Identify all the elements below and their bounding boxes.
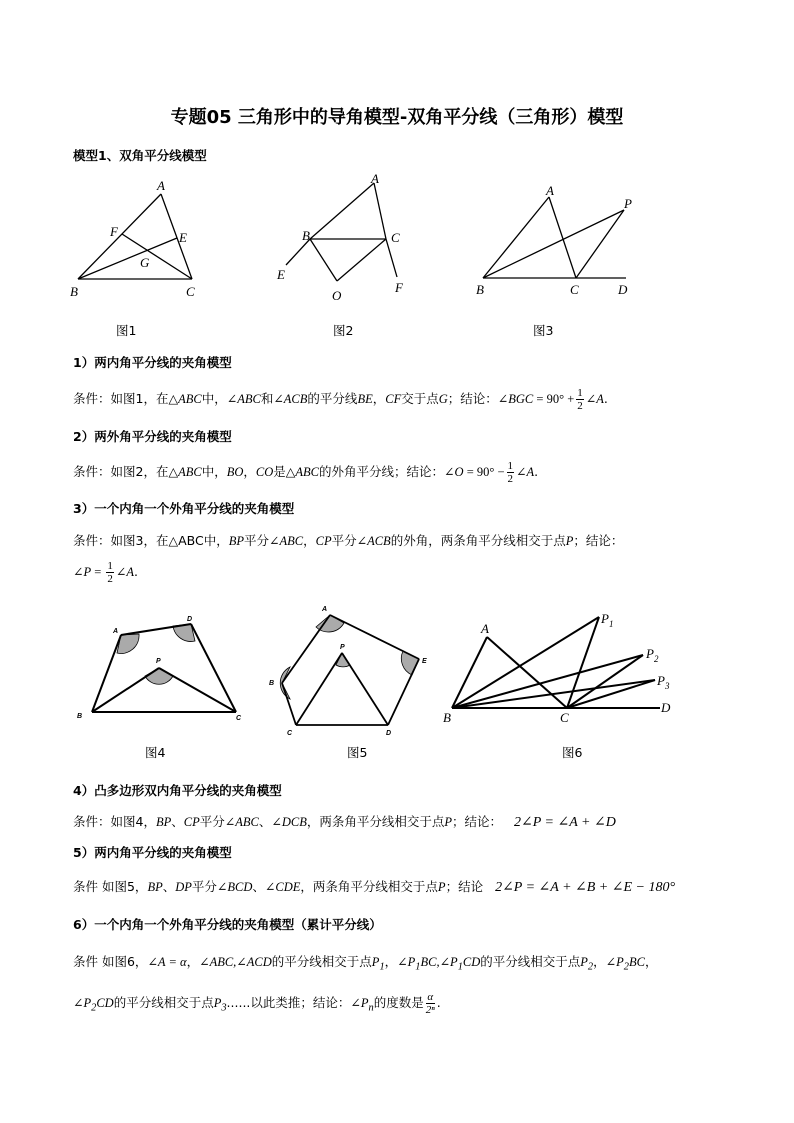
s5-t11: ；结论 xyxy=(445,879,484,894)
s6-l1a: 条件 如图6， xyxy=(73,954,148,969)
s2-t4: BO xyxy=(226,465,244,479)
s6-l1d: ∠ABC,∠ACD xyxy=(199,955,272,969)
s1-t12: G xyxy=(438,392,448,406)
s6-l1j-sub: 2 xyxy=(587,961,594,973)
s6-text-line1 xyxy=(73,952,657,973)
fig6-label-P3-sub: 3 xyxy=(664,681,670,691)
s6-l1l-sub: 2 xyxy=(623,961,629,973)
s6-l1m: BC xyxy=(628,955,645,969)
figure-4 xyxy=(73,610,253,730)
fig6-label-A: A xyxy=(481,621,489,636)
fig6-label-P2-sub: 2 xyxy=(653,654,659,664)
s6-l1h-sub: 1 xyxy=(415,961,421,973)
s2-t6: CO xyxy=(255,465,274,479)
fig3-label-A: A xyxy=(546,183,554,198)
s2-text xyxy=(73,460,538,485)
s6-l1j: P xyxy=(580,955,588,969)
s6-num: α xyxy=(427,991,434,1003)
model1-heading: 模型1、双角平分线模型 xyxy=(73,148,207,163)
fig6-label-D: D xyxy=(661,700,671,715)
s2-t3: 中， xyxy=(201,464,227,479)
s6-text-line2 xyxy=(73,991,441,1016)
s6-den: 2ⁿ xyxy=(425,1004,435,1016)
s3-t2: BP xyxy=(228,534,244,548)
s1-t6: ∠ACB xyxy=(273,392,308,406)
fig6-label-P2 xyxy=(645,646,659,664)
s5-text xyxy=(73,877,675,896)
fig4-caption: 图4 xyxy=(145,745,166,760)
s6-l2e: ......以此类推；结论： xyxy=(226,995,351,1010)
fig4-label-A: A xyxy=(113,628,119,635)
s2-t7: 是 xyxy=(273,464,286,479)
s2-t12: ∠A xyxy=(516,465,535,479)
s3-den: 2 xyxy=(107,573,113,585)
s6-l1l: ∠P xyxy=(605,955,624,969)
s6-l1b: ∠A = α xyxy=(147,955,187,969)
s5-t2: BP xyxy=(147,880,163,894)
figure-2 xyxy=(270,170,420,305)
s2-t1: 条件：如图2，在 xyxy=(73,464,169,479)
s1-t9: ， xyxy=(372,391,386,406)
s3-t9: 的外角，两条角平分线相交于点 xyxy=(390,533,566,548)
fig1-label-F: F xyxy=(110,224,118,239)
fig5-caption: 图5 xyxy=(347,745,368,760)
s3-text-line1 xyxy=(73,531,623,549)
s4-t4: CP xyxy=(183,815,200,829)
s5-t6: ∠BCD xyxy=(216,880,253,894)
s6-l2a-sub: 2 xyxy=(91,1002,97,1014)
s4-t7: 、 xyxy=(258,814,272,829)
s5-t12: 2∠P = ∠A + ∠B + ∠E − 180° xyxy=(495,880,676,895)
s2-fraction xyxy=(507,460,515,485)
s6-l2d-sub: 3 xyxy=(221,1002,227,1014)
s1-t3: 中， xyxy=(201,391,227,406)
s4-t3: 、 xyxy=(171,814,184,829)
s1-t16: ∠A xyxy=(585,392,604,406)
fig3-label-C: C xyxy=(570,282,579,297)
s3-t8: ∠ACB xyxy=(356,534,391,548)
s2-t10: ∠O xyxy=(444,465,464,479)
s3-t11: ；结论： xyxy=(573,533,624,548)
s6-heading: 6）一个内角一个外角平分线的夹角模型（累计平分线） xyxy=(73,917,382,932)
s5-t8: ∠CDE xyxy=(264,880,301,894)
fig4-label-P: P xyxy=(156,658,161,665)
fig6-label-P1 xyxy=(600,611,613,629)
s1-heading: 1）两内角平分线的夹角模型 xyxy=(73,355,232,370)
s3-text-line2 xyxy=(73,560,138,585)
s2-den: 2 xyxy=(507,473,514,485)
fig4-label-B: B xyxy=(77,713,83,720)
s1-t1: 条件：如图1，在 xyxy=(73,391,169,406)
s6-l1i: 的平分线相交于点 xyxy=(480,954,581,969)
s3-t15: . xyxy=(134,564,139,579)
fig3-caption: 图3 xyxy=(533,323,554,338)
fig5-label-C: C xyxy=(287,730,293,737)
fig2-caption: 图2 xyxy=(333,323,354,338)
s4-t8: ∠DCB xyxy=(271,815,307,829)
figure-3 xyxy=(470,180,640,300)
s6-l2b: CD xyxy=(96,996,114,1010)
s5-t9: ，两条角平分线相交于点 xyxy=(300,879,438,894)
fig5-label-A: A xyxy=(322,606,328,613)
fig6-label-P1-P: P xyxy=(601,611,609,626)
fig5-label-D: D xyxy=(386,730,392,737)
figure-1 xyxy=(60,172,220,302)
s6-l1f: P xyxy=(371,955,380,969)
s3-fraction xyxy=(106,560,114,585)
s6-l2f-sub: n xyxy=(368,1002,374,1014)
s5-t1: 条件 如图5， xyxy=(73,879,148,894)
fig6-label-P3-P: P xyxy=(657,673,665,688)
s6-l1h2: BC,∠P xyxy=(420,955,458,969)
s2-t8: △ABC xyxy=(285,465,320,479)
fig4-label-D: D xyxy=(187,616,193,623)
s6-l2h: . xyxy=(436,995,441,1010)
s2-t2: △ABC xyxy=(168,465,202,479)
s1-t8: BE xyxy=(357,392,373,406)
s4-text xyxy=(73,812,616,831)
s3-t6: CP xyxy=(315,534,332,548)
s3-t13: = xyxy=(91,565,105,579)
s1-t14: ∠BGC xyxy=(497,392,534,406)
fig4-label-C: C xyxy=(236,715,242,722)
fig2-label-E: E xyxy=(277,267,285,282)
fig6-caption: 图6 xyxy=(562,745,583,760)
s6-l1e: 的平分线相交于点 xyxy=(271,954,372,969)
fig4-angle-P xyxy=(145,668,173,684)
s6-l1h3: CD xyxy=(462,955,481,969)
s2-heading: 2）两外角平分线的夹角模型 xyxy=(73,429,232,444)
s5-heading: 5）两内角平分线的夹角模型 xyxy=(73,845,232,860)
s6-l1g: ， xyxy=(384,954,398,969)
s6-l1n: ， xyxy=(644,954,658,969)
fig2-label-C: C xyxy=(391,230,400,245)
s3-t3: 平分 xyxy=(243,533,269,548)
s5-t4: DP xyxy=(175,880,192,894)
s6-l2c: 的平分线相交于点 xyxy=(113,995,214,1010)
s6-l1c: ， xyxy=(186,954,200,969)
s4-t10: P xyxy=(444,815,453,829)
fig1-label-C: C xyxy=(186,284,195,299)
fig6-label-P1-sub: 1 xyxy=(608,619,614,629)
s5-t10: P xyxy=(437,880,446,894)
fig2-label-A: A xyxy=(371,171,379,186)
s6-l2d: P xyxy=(213,996,222,1010)
fig5-label-B: B xyxy=(269,680,275,687)
s5-t3: 、 xyxy=(162,879,176,894)
fig2-label-B: B xyxy=(302,228,310,243)
fig2-label-O: O xyxy=(332,288,342,303)
s4-t2: BP xyxy=(155,815,172,829)
fig5-label-E: E xyxy=(422,658,427,665)
s1-t2: △ABC xyxy=(168,392,202,406)
s2-t9: 的外角平分线；结论： xyxy=(319,464,445,479)
s6-l2a: ∠P xyxy=(73,996,92,1010)
s1-den: 2 xyxy=(577,400,583,412)
s3-num: 1 xyxy=(107,560,113,572)
s1-t15: = 90° + xyxy=(533,392,575,406)
s2-t11: = 90° − xyxy=(463,465,505,479)
fig3-label-B: B xyxy=(476,282,484,297)
figure-6 xyxy=(435,605,685,730)
fig6-label-B: B xyxy=(443,710,451,725)
fig6-label-C: C xyxy=(560,710,569,725)
s2-t13: . xyxy=(534,464,539,479)
s5-t5: 平分 xyxy=(191,879,217,894)
fig1-caption: 图1 xyxy=(116,323,137,338)
s4-t12: 2∠P = ∠A + ∠D xyxy=(514,815,616,830)
s6-l2g: 的度数是 xyxy=(373,995,424,1010)
s6-l1h2-sub: 1 xyxy=(457,961,463,973)
s1-t11: 交于点 xyxy=(401,391,439,406)
fig1-label-A: A xyxy=(157,178,165,193)
s1-t4: ∠ABC xyxy=(226,392,261,406)
s1-num: 1 xyxy=(577,387,583,399)
fig1-label-G: G xyxy=(140,255,150,270)
fig5-label-P: P xyxy=(340,644,345,651)
s2-num: 1 xyxy=(507,460,514,472)
s1-t17: . xyxy=(603,391,608,406)
s1-t5: 和 xyxy=(260,391,274,406)
s6-fraction xyxy=(426,991,435,1016)
s6-l2f: ∠P xyxy=(350,996,369,1010)
s3-t7: 平分 xyxy=(331,533,357,548)
fig1-label-B: B xyxy=(70,284,78,299)
s2-t5: ， xyxy=(243,464,256,479)
s1-t7: 的平分线 xyxy=(307,391,358,406)
s4-t1: 条件：如图4， xyxy=(73,814,156,829)
s3-t10: P xyxy=(565,534,574,548)
s6-l1k: ， xyxy=(593,954,606,969)
s1-t10: CF xyxy=(385,392,402,406)
fig6-label-P3 xyxy=(656,673,670,691)
fig6-label-P2-P: P xyxy=(646,646,654,661)
s4-t11: ；结论： xyxy=(452,814,503,829)
s4-heading: 4）凸多边形双内角平分线的夹角模型 xyxy=(73,783,282,798)
s6-l1f-sub: 1 xyxy=(379,961,385,973)
fig3-label-P: P xyxy=(624,196,632,211)
s4-t5: 平分 xyxy=(199,814,225,829)
fig1-label-E: E xyxy=(179,230,187,245)
s1-t13: ；结论： xyxy=(447,391,498,406)
s3-t1: 条件：如图3，在△ABC中， xyxy=(73,533,229,548)
s6-l1h: ∠P xyxy=(397,955,416,969)
s3-t4: ∠ABC xyxy=(269,534,304,548)
s3-heading: 3）一个内角一个外角平分线的夹角模型 xyxy=(73,501,295,516)
s3-t14: ∠A xyxy=(115,565,135,579)
figure-5 xyxy=(260,603,440,738)
s1-text xyxy=(73,387,608,412)
s4-t9: ，两条角平分线相交于点 xyxy=(306,814,445,829)
fig2-label-F: F xyxy=(395,280,403,295)
page-title: 专题05 三角形中的导角模型-双角平分线（三角形）模型 xyxy=(170,107,624,128)
s1-fraction xyxy=(576,387,584,412)
s5-t7: 、 xyxy=(252,879,265,894)
s4-t6: ∠ABC xyxy=(224,815,259,829)
fig3-label-D: D xyxy=(618,282,628,297)
s3-t5: ， xyxy=(303,533,316,548)
s3-t12: ∠P xyxy=(73,565,92,579)
